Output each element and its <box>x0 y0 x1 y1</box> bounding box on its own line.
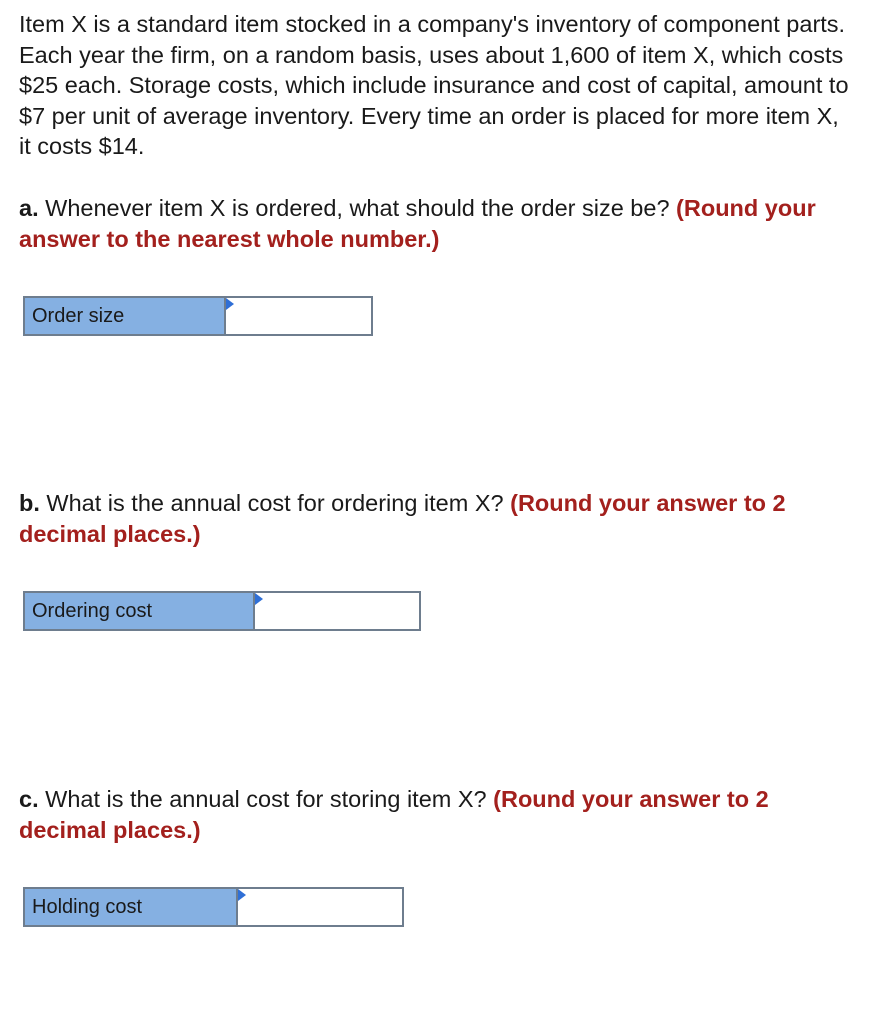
order-size-cell <box>226 298 371 334</box>
ordering-cost-label: Ordering cost <box>25 593 255 629</box>
question-a <box>19 193 859 254</box>
rounding-hint: (Round your answer to 2 decimal places.) <box>19 490 786 547</box>
ordering-cost-cell <box>255 593 419 629</box>
question-letter: a. <box>19 195 39 221</box>
rounding-hint: (Round your answer to 2 decimal places.) <box>19 786 769 843</box>
rounding-hint: (Round your answer to the nearest whole number.) <box>19 195 816 252</box>
question-text: Whenever item X is ordered, what should the order size be? <box>38 195 677 221</box>
holding-cost-row <box>23 887 404 927</box>
holding-cost-cell <box>238 889 402 925</box>
question-c <box>19 784 859 845</box>
order-size-row <box>23 296 373 336</box>
question-text: What is the annual cost for storing item X? <box>38 786 494 812</box>
problem-statement: Item X is a standard item stocked in a company's inventory of component parts. Each year the firm, on a random basis, uses about 1,600 of item X, which costs $25 each. Storage costs, which include insurance and cost of capital, amount to $7 per unit of average inventory. Every time an order is placed for more item X, it costs $14. <box>19 11 849 159</box>
question-b <box>19 488 859 549</box>
holding-cost-label: Holding cost <box>25 889 238 925</box>
ordering-cost-row <box>23 591 421 631</box>
question-text: What is the annual cost for ordering item X? <box>39 490 511 516</box>
ordering-cost-input[interactable] <box>255 593 419 629</box>
question-letter: c. <box>19 786 39 812</box>
question-letter: b. <box>19 490 40 516</box>
order-size-label: Order size <box>25 298 226 334</box>
holding-cost-input[interactable] <box>238 889 402 925</box>
order-size-input[interactable] <box>226 298 371 334</box>
